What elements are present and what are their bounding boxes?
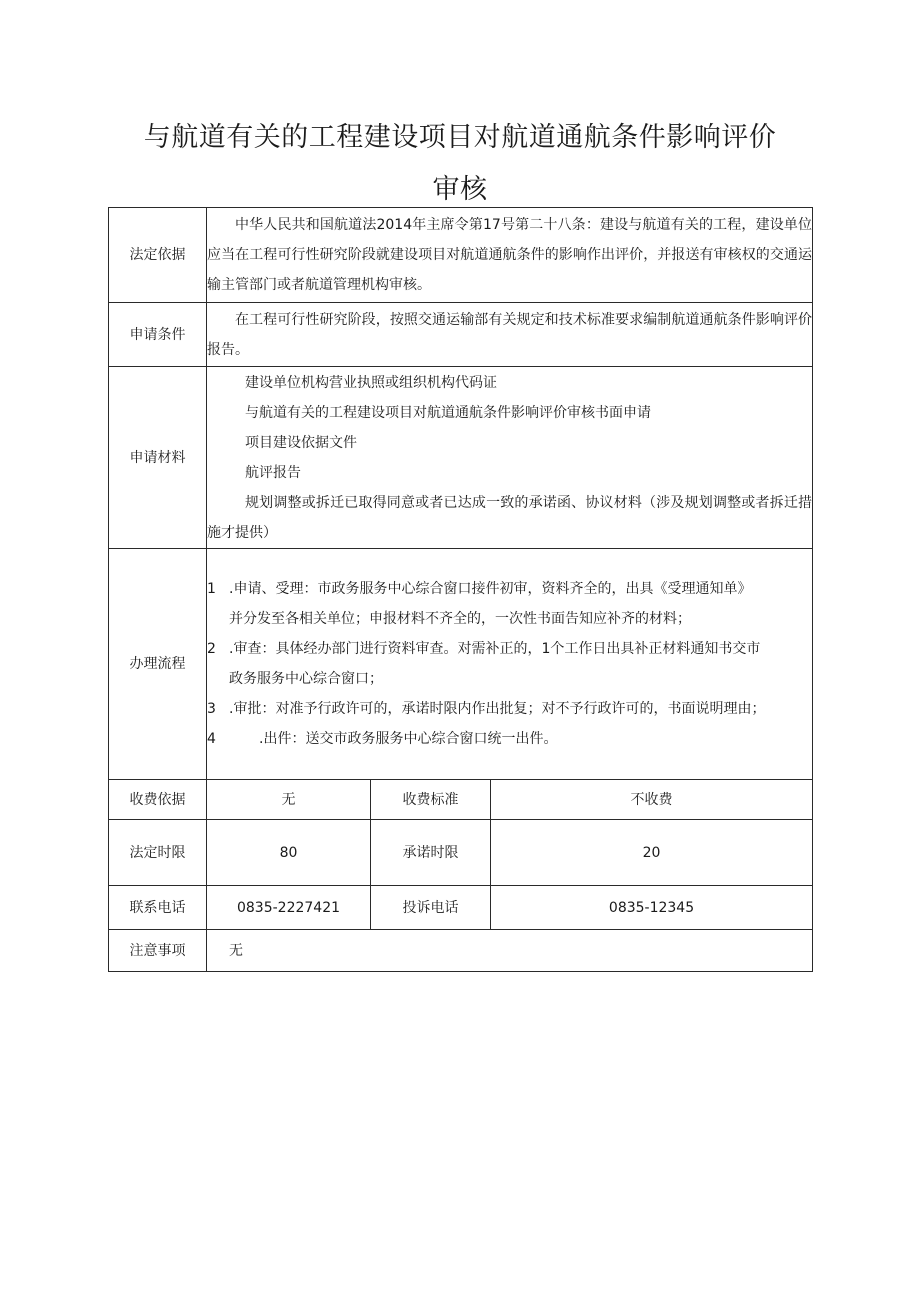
- value-legal-basis: [207, 208, 813, 303]
- row-time-limits: [109, 820, 813, 886]
- row-legal-basis: [109, 208, 813, 303]
- row-conditions: [109, 303, 813, 367]
- step-text: .出件：送交市政务服务中心综合窗口统一出件。: [259, 731, 558, 747]
- process-step: [207, 724, 812, 754]
- service-info-table: [108, 207, 813, 972]
- row-materials: [109, 367, 813, 549]
- value-contact-phone: 0835-2227421: [207, 886, 371, 930]
- material-item: 与航道有关的工程建设项目对航道通航条件影响评价审核书面申请: [245, 404, 651, 421]
- step-text: .审查：具体经办部门进行资料审查。对需补正的，1个工作日出具补正材料通知书交市: [229, 641, 761, 657]
- material-item: 建设单位机构营业执照或组织机构代码证: [245, 374, 497, 391]
- title-line-2: 审核: [432, 174, 488, 205]
- process-step: [207, 694, 812, 724]
- value-process: [207, 549, 813, 780]
- label-promised-time: 承诺时限: [371, 820, 491, 886]
- value-fee-standard: 不收费: [491, 780, 813, 820]
- label-materials: 申请材料: [109, 367, 207, 549]
- material-item: 项目建设依据文件: [245, 434, 357, 451]
- title-line-1: 与航道有关的工程建设项目对航道通航条件影响评价: [143, 122, 777, 153]
- value-notes: [207, 930, 813, 972]
- row-process: [109, 549, 813, 780]
- row-fees: [109, 780, 813, 820]
- material-item: 规划调整或拆迁已取得同意或者已达成一致的承诺函、协议材料（涉及规划调整或者拆迁措施才提供）: [207, 494, 813, 541]
- step-text: .审批：对准予行政许可的，承诺时限内作出批复；对不予行政许可的，书面说明理由；: [229, 701, 766, 717]
- value-materials: [207, 367, 813, 549]
- value-promised-time: 20: [491, 820, 813, 886]
- label-fee-standard: 收费标准: [371, 780, 491, 820]
- step-continuation: 并分发至各相关单位；申报材料不齐全的，一次性书面告知应补齐的材料；: [229, 611, 691, 627]
- notes-text: 无: [229, 942, 243, 959]
- process-step: [207, 574, 812, 604]
- value-conditions: [207, 303, 813, 367]
- material-item: 航评报告: [245, 464, 301, 481]
- label-contact-phone: 联系电话: [109, 886, 207, 930]
- step-number: 3: [207, 701, 216, 717]
- row-phones: [109, 886, 813, 930]
- step-number: 4: [207, 731, 216, 747]
- label-conditions: 申请条件: [109, 303, 207, 367]
- row-notes: [109, 930, 813, 972]
- document-title: [108, 112, 812, 216]
- process-step: [207, 634, 812, 664]
- step-number: 2: [207, 641, 216, 657]
- label-process: 办理流程: [109, 549, 207, 780]
- value-fee-basis: 无: [207, 780, 371, 820]
- label-legal-basis: 法定依据: [109, 208, 207, 303]
- value-complaint-phone: 0835-12345: [491, 886, 813, 930]
- label-fee-basis: 收费依据: [109, 780, 207, 820]
- step-number: 1: [207, 581, 216, 597]
- value-legal-time: 80: [207, 820, 371, 886]
- conditions-text: 在工程可行性研究阶段，按照交通运输部有关规定和技术标准要求编制航道通航条件影响评价报告。: [207, 311, 813, 358]
- label-notes: 注意事项: [109, 930, 207, 972]
- legal-basis-text: 中华人民共和国航道法2014年主席令第17号第二十八条：建设与航道有关的工程，建设单位应当在工程可行性研究阶段就建设项目对航道通航条件的影响作出评价，并报送有审核权的交通运输主管部门或者航道管理机构审核。: [207, 217, 813, 293]
- label-complaint-phone: 投诉电话: [371, 886, 491, 930]
- step-text: .申请、受理：市政务服务中心综合窗口接件初审，资料齐全的，出具《受理通知单》: [229, 581, 752, 597]
- step-continuation: 政务服务中心综合窗口；: [229, 671, 383, 687]
- label-legal-time: 法定时限: [109, 820, 207, 886]
